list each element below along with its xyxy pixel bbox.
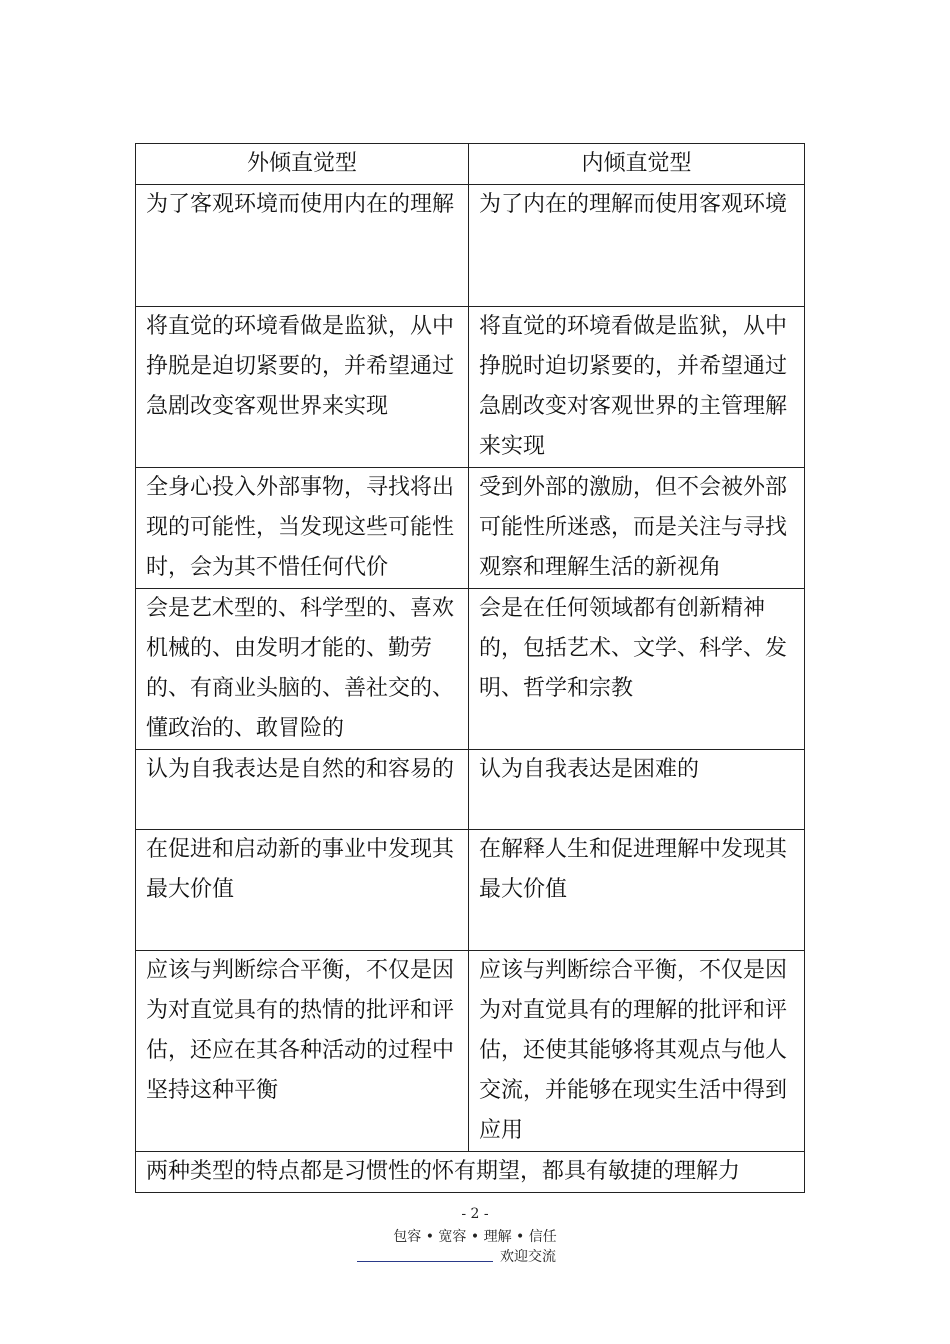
- table-cell: 在促进和启动新的事业中发现其最大价值: [136, 830, 469, 951]
- table-row: [136, 951, 805, 1152]
- table-cell: 为了内在的理解而使用客观环境: [469, 185, 805, 307]
- table-row: [136, 750, 805, 830]
- table-row: [136, 307, 805, 468]
- footer-welcome: 欢迎交流: [500, 1249, 556, 1265]
- table-cell: 应该与判断综合平衡，不仅是因为对直觉具有的理解的批评和评估，还使其能够将其观点与他人交流，并能够在现实生活中得到应用: [469, 951, 805, 1152]
- table-cell: 全身心投入外部事物，寻找将出现的可能性，当发现这些可能性时，会为其不惜任何代价: [136, 468, 469, 589]
- table-cell: 将直觉的环境看做是监狱，从中挣脱是迫切紧要的，并希望通过急剧改变客观世界来实现: [136, 307, 469, 468]
- table-cell: 会是艺术型的、科学型的、喜欢机械的、由发明才能的、勤劳的、有商业头脑的、善社交的、懂政治的、敢冒险的: [136, 589, 469, 750]
- table-cell: 将直觉的环境看做是监狱，从中挣脱时迫切紧要的，并希望通过急剧改变对客观世界的主管理解来实现: [469, 307, 805, 468]
- table-row: [136, 830, 805, 951]
- table-cell: 应该与判断综合平衡，不仅是因为对直觉具有的热情的批评和评估，还应在其各种活动的过程中坚持这种平衡: [136, 951, 469, 1152]
- table-header-row: [136, 144, 805, 185]
- header-introverted-intuitive: 内倾直觉型: [469, 144, 805, 185]
- comparison-table: [135, 143, 805, 1193]
- footer-slogan: 包容 • 宽容 • 理解 • 信任: [393, 1229, 557, 1245]
- page-number: - 2 -: [461, 1206, 489, 1222]
- header-extraverted-intuitive: 外倾直觉型: [136, 144, 469, 185]
- table-cell: 认为自我表达是困难的: [469, 750, 805, 830]
- table-cell: 为了客观环境而使用内在的理解: [136, 185, 469, 307]
- summary-cell: 两种类型的特点都是习惯性的怀有期望，都具有敏捷的理解力: [136, 1152, 805, 1193]
- table-cell: 受到外部的激励，但不会被外部可能性所迷惑，而是关注与寻找观察和理解生活的新视角: [469, 468, 805, 589]
- table-row: [136, 185, 805, 307]
- table-row: [136, 589, 805, 750]
- summary-row: [136, 1152, 805, 1193]
- table-row: [136, 468, 805, 589]
- footer-divider: [357, 1261, 493, 1262]
- table-cell: 认为自我表达是自然的和容易的: [136, 750, 469, 830]
- table-cell: 会是在任何领域都有创新精神的，包括艺术、文学、科学、发明、哲学和宗教: [469, 589, 805, 750]
- table-cell: 在解释人生和促进理解中发现其最大价值: [469, 830, 805, 951]
